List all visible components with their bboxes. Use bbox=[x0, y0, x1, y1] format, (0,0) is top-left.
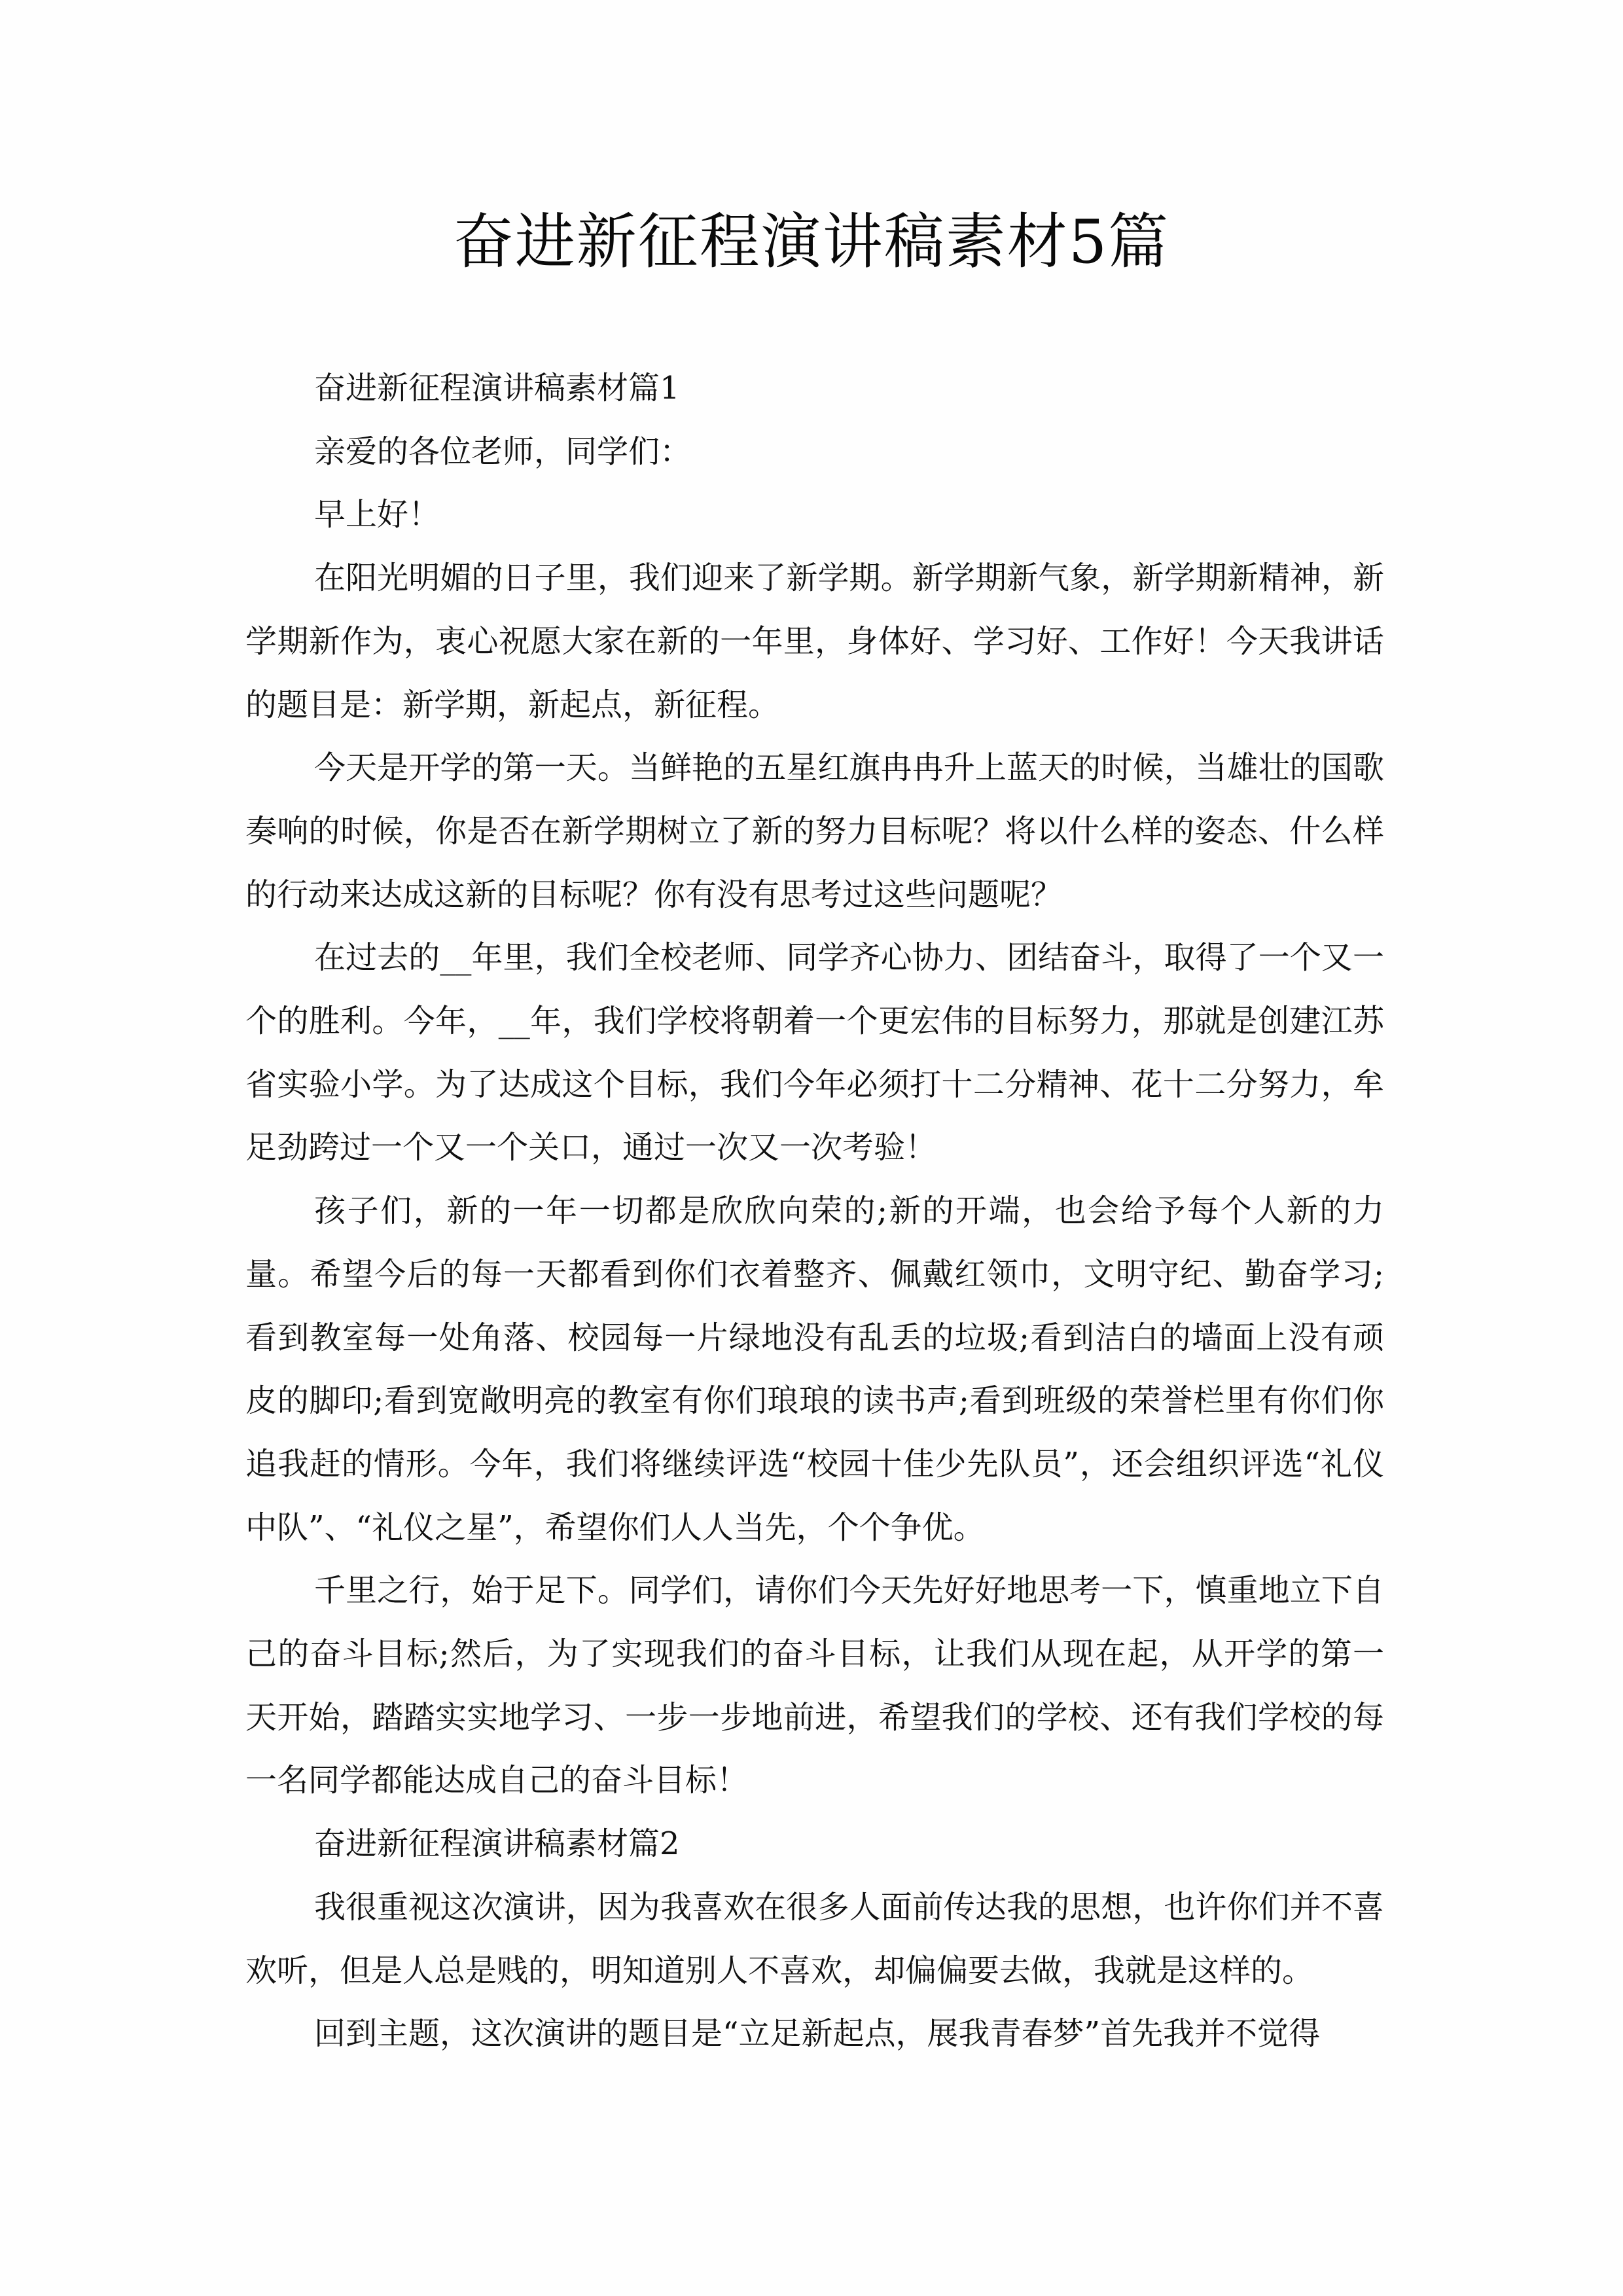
section-heading-2: 奋进新征程演讲稿素材篇2 bbox=[314, 1825, 680, 1863]
paragraph: 千里之行，始于足下。同学们，请你们今天先好好地思考一下，慎重地立下自己的奋斗目标;然后，为了实现我们的奋斗目标，让我们从现在起，从开学的第一天开始，踏踏实实地学习、一步一步地前进，希望我们的学校、还有我们学校的每一名同学都能达成自己的奋斗目标！ bbox=[245, 1572, 1384, 1799]
salutation: 亲爱的各位老师，同学们： bbox=[314, 433, 692, 470]
greeting: 早上好！ bbox=[314, 496, 440, 533]
paragraph: 我很重视这次演讲，因为我喜欢在很多人面前传达我的思想，也许你们并不喜欢听，但是人总是贱的，明知道别人不喜欢，却偏偏要去做，我就是这样的。 bbox=[245, 1888, 1384, 1989]
document-body bbox=[245, 357, 1384, 2066]
paragraph: 在阳光明媚的日子里，我们迎来了新学期。新学期新气象，新学期新精神，新学期新作为，衷心祝愿大家在新的一年里，身体好、学习好、工作好！今天我讲话的题目是：新学期，新起点，新征程。 bbox=[245, 560, 1384, 723]
paragraph: 今天是开学的第一天。当鲜艳的五星红旗冉冉升上蓝天的时候，当雄壮的国歌奏响的时候，你是否在新学期树立了新的努力目标呢？将以什么样的姿态、什么样的行动来达成这新的目标呢？你有没有思考过这些问题呢？ bbox=[245, 749, 1384, 913]
paragraph: 回到主题，这次演讲的题目是“立足新起点，展我青春梦”首先我并不觉得 bbox=[314, 2015, 1321, 2053]
paragraph: 孩子们，新的一年一切都是欣欣向荣的;新的开端，也会给予每个人新的力量。希望今后的每一天都看到你们衣着整齐、佩戴红领巾，文明守纪、勤奋学习;看到教室每一处角落、校园每一片绿地没有乱丢的垃圾;看到洁白的墙面上没有顽皮的脚印;看到宽敞明亮的教室有你们琅琅的读书声;看到班级的荣誉栏里有你们你追我赶的情形。今年，我们将继续评选“校园十佳少先队员”，还会组织评选“礼仪中队”、“礼仪之星”，希望你们人人当先，个个争优。 bbox=[245, 1193, 1384, 1546]
document-title: 奋进新征程演讲稿素材5篇 bbox=[453, 207, 1170, 277]
section-heading-1: 奋进新征程演讲稿素材篇1 bbox=[314, 370, 680, 406]
paragraph: 在过去的__年里，我们全校老师、同学齐心协力、团结奋斗，取得了一个又一个的胜利。今年，__年，我们学校将朝着一个更宏伟的目标努力，那就是创建江苏省实验小学。为了达成这个目标，我们今年必须打十二分精神、花十二分努力，牟足劲跨过一个又一个关口，通过一次又一次考验！ bbox=[245, 939, 1384, 1166]
